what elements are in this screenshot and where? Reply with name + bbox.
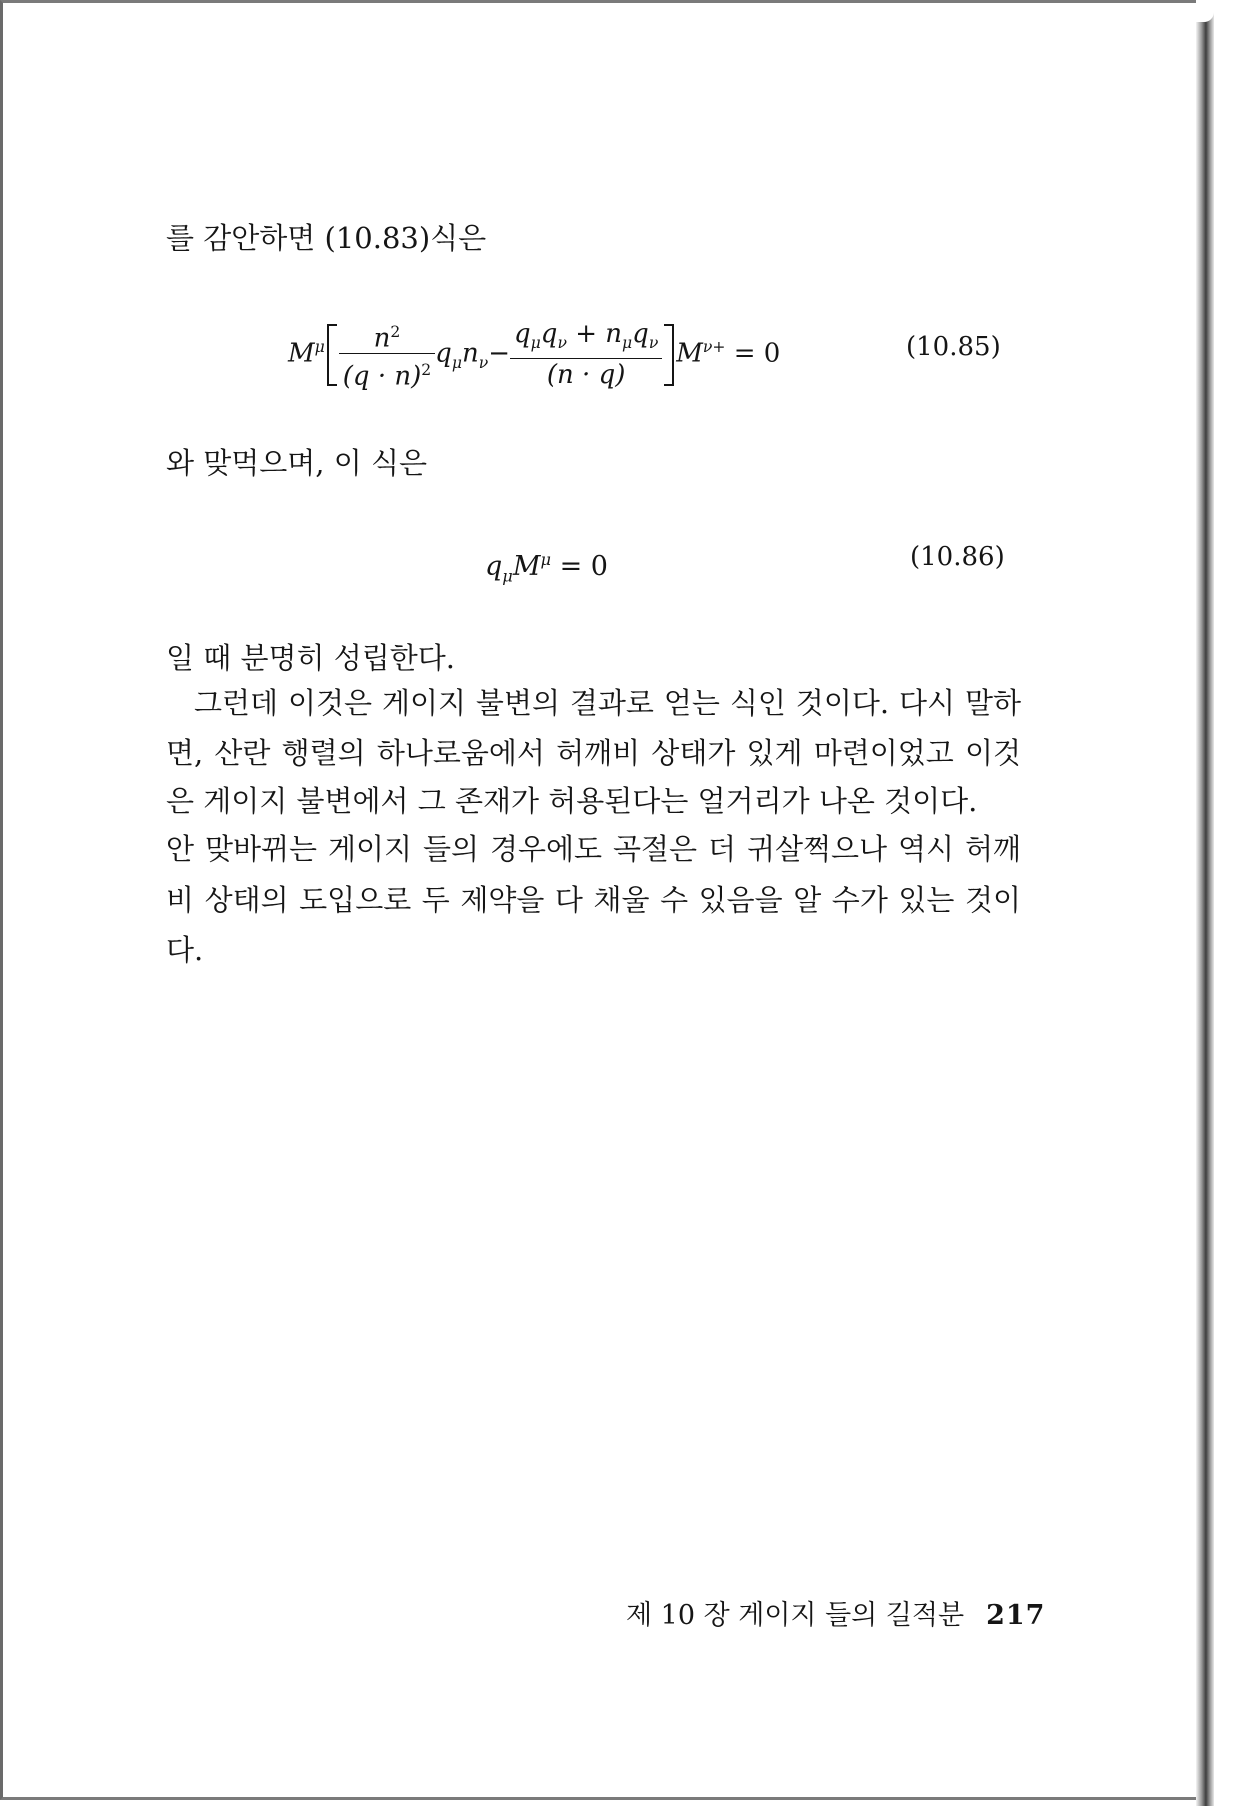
equation-10-86: $q_\mu M^\mu = 0$ [485, 550, 608, 586]
paragraph-line-4: 안 맞바뀌는 게이지 들의 경우에도 곡절은 더 귀살쩍으나 역시 허깨 [166, 832, 1021, 866]
paragraph-line-5: 비 상태의 도입으로 두 제약을 다 채울 수 있음을 알 수가 있는 것이 [166, 883, 1021, 917]
text-line-1: 를 감안하면 (10.83)식은 [166, 221, 487, 255]
eq-sup-mu: μ [314, 338, 325, 356]
equation-10-85: $M^\mu$ $\frac{n^2}{(q \cdot n)^2}$ $q_\mu n_\nu-$ $\frac{q_\mu q_\nu + n_\mu q_\nu}{(n \cdot q)}$ $M^{\nu+} = 0$ [288, 316, 780, 394]
book-spine-corner [1196, 0, 1214, 22]
equation-number-10-86: (10.86) [910, 542, 1005, 572]
text-line-3: 일 때 분명히 성립한다. [166, 641, 455, 675]
eq-left-bracket [327, 324, 337, 386]
page-number: 217 [986, 1600, 1046, 1631]
eq-fraction-1: $\frac{n^2}{(q \cdot n)^2}$ [339, 317, 435, 393]
page-footer [626, 1596, 1045, 1636]
paragraph-line-6: 다. [166, 933, 204, 967]
paragraph-line-2: 면, 산란 행렬의 하나로움에서 허깨비 상태가 있게 마련이었고 이것 [166, 736, 1021, 770]
paragraph-line-3: 은 게이지 불변에서 그 존재가 허용된다는 얼거리가 나온 것이다. [166, 784, 978, 818]
eq-right-bracket [664, 324, 674, 386]
chapter-title: 제 10 장 게이지 들의 길적분 [626, 1600, 965, 1631]
text-line-2: 와 맞먹으며, 이 식은 [166, 446, 427, 480]
book-spine-edge [1196, 0, 1214, 1806]
paragraph-line-1: 그런데 이것은 게이지 불변의 결과로 얻는 식인 것이다. 다시 말하 [194, 686, 1021, 720]
eq-fraction-2: $\frac{q_\mu q_\nu + n_\mu q_\nu}{(n \cdot q)}$ [510, 319, 662, 391]
eq-symbol-M: M [288, 338, 315, 369]
equation-number-10-85: (10.85) [906, 332, 1001, 362]
